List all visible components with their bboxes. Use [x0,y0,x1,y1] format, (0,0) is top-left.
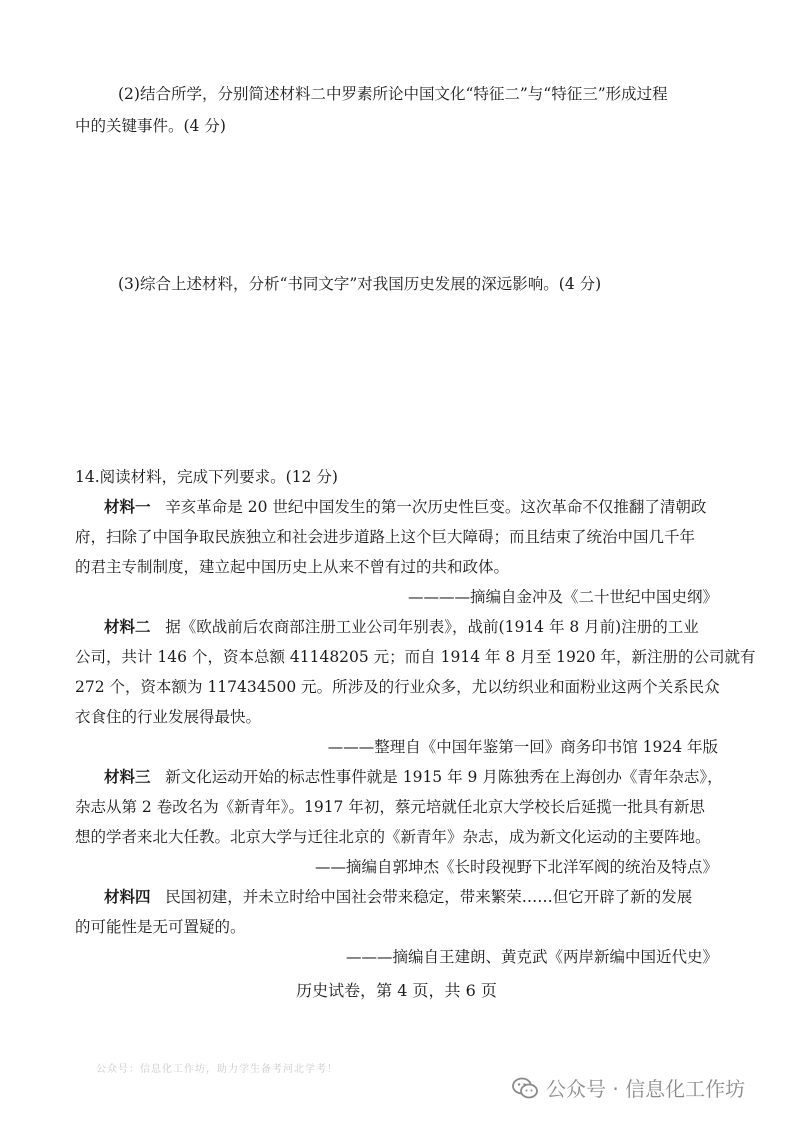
material-4-text: 民国初建，并未立时给中国社会带来稳定，带来繁荣……但它开辟了新的发展 [165,888,693,906]
material-4 [104,887,692,907]
material-3-text: 新文化运动开始的标志性事件就是 1915 年 9 月陈独秀在上海创办《青年杂志》， [165,768,723,786]
material-2 [104,617,699,637]
q13-part2-line2: 中的关键事件。(4 分) [75,117,226,135]
q14-title: 14.阅读材料，完成下列要求。(12 分) [75,468,338,486]
page-footer: 历史试卷，第 4 页，共 6 页 [296,981,497,1000]
material-1-text: 辛亥革命是 20 世纪中国发生的第一次历史性巨变。这次革命不仅推翻了清朝政 [165,498,707,516]
material-1-line3: 的君主专制制度，建立起中国历史上从来不曾有过的共和政体。 [75,558,510,576]
material-1 [104,497,706,517]
material-2-label: 材料二 [104,617,151,636]
watermark [512,1073,745,1102]
material-3-source: ——摘编自郭坤杰《长时段视野下北洋军阀的统治及特点》 [314,858,718,876]
material-3-line2: 杂志从第 2 卷改名为《新青年》。1917 年初，蔡元培就任北京大学校长后延揽一批具有新思 [75,798,705,816]
material-2-line4: 衣食住的行业发展得最快。 [75,708,262,726]
material-3 [104,767,723,787]
q13-part2-line1: (2)结合所学，分别简述材料二中罗素所论中国文化“特征二”与“特征三”形成过程 [118,85,668,103]
material-3-label: 材料三 [104,767,151,786]
material-4-label: 材料四 [104,887,151,906]
material-1-label: 材料一 [104,497,151,516]
material-3-line3: 想的学者来北大任教。北京大学与迁往北京的《新青年》杂志，成为新文化运动的主要阵地。 [75,828,711,846]
material-4-source: ———摘编自王建朗、黄克武《两岸新编中国近代史》 [345,948,718,966]
material-2-source: ———整理自《中国年鉴第一回》商务印书馆 1924 年版 [327,738,718,756]
material-1-source-text: ————摘编自金冲及《二十世纪中国史纲》 [407,588,718,606]
q13-part3: (3)综合上述材料，分析“书同文字”对我国历史发展的深远影响。(4 分) [118,275,602,293]
wechat-icon [512,1077,538,1099]
material-1-line2: 府，扫除了中国争取民族独立和社会进步道路上这个巨大障碍；而且结束了统治中国几千年 [75,528,696,546]
watermark-text: 公众号 · 信息化工作坊 [546,1077,746,1101]
promo-note: 公众号：信息化工作坊，助力学生备考河北学考！ [96,1064,338,1075]
material-4-line2: 的可能性是无可置疑的。 [75,918,246,936]
material-2-line3: 272 个，资本额为 117434500 元。所涉及的行业众多，尤以纺织业和面粉业这两个关系民众 [75,678,720,696]
material-1-source [408,587,718,607]
material-2-text: 据《欧战前后农商部注册工业公司年别表》，战前(1914 年 8 月前)注册的工业 [165,618,699,636]
material-2-line2: 公司，共计 146 个，资本总额 41148205 元；而自 1914 年 8 月至 1920 年，新注册的公司就有 [75,648,756,666]
